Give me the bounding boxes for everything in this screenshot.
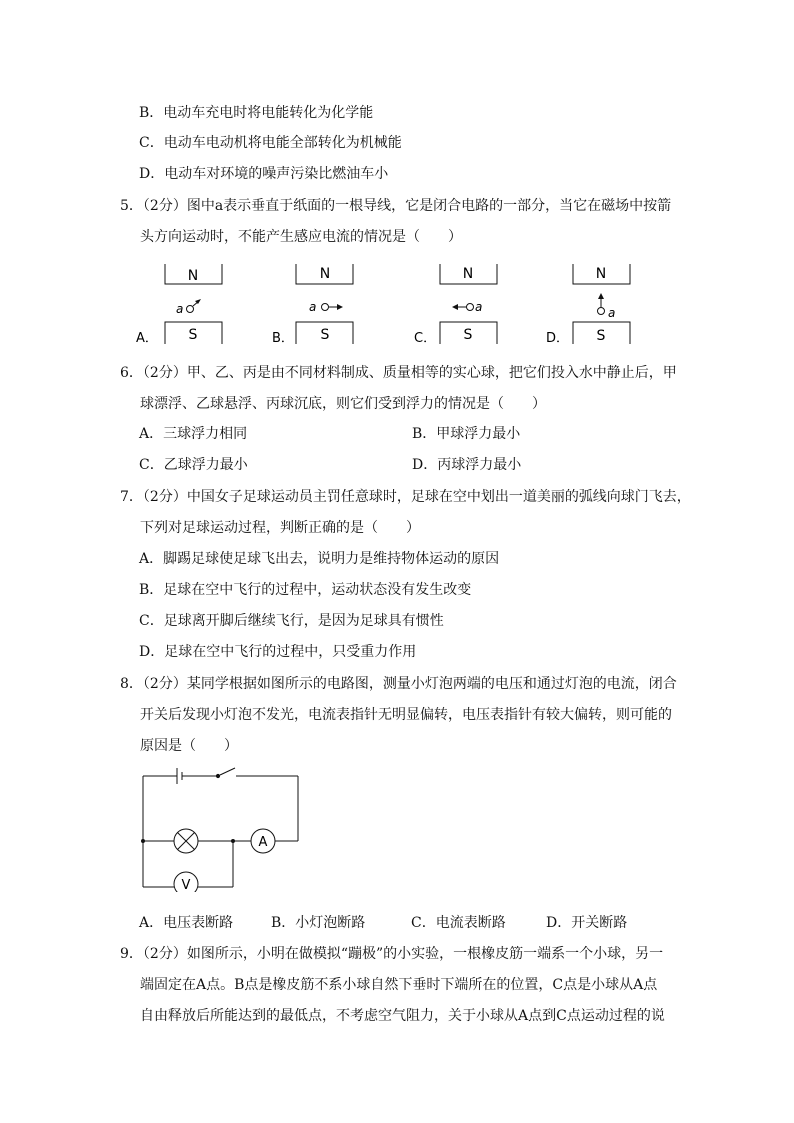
q8-option-d: D．开关断路 xyxy=(546,915,628,931)
q4-option-b: B．电动车充电时将电能转化为化学能 xyxy=(139,105,374,121)
q7-option-a: A．脚踢足球使足球飞出去，说明力是维持物体运动的原因 xyxy=(139,551,500,567)
arrow-up-icon xyxy=(598,293,604,299)
wire-label: a xyxy=(309,300,317,314)
q8-option-b: B．小灯泡断路 xyxy=(271,915,366,931)
q5-figure-d xyxy=(546,262,656,346)
q5-figure-c xyxy=(410,262,520,346)
q5-figure-b-label: B． xyxy=(272,331,294,346)
q5-figure-d-label: D． xyxy=(546,331,570,346)
magnet-south-pole: S xyxy=(320,327,330,343)
q5-stem-line1: 5．（2分）图中a表示垂直于纸面的一根导线，它是闭合电路的一部分，当它在磁场中按箭 xyxy=(120,198,672,214)
q5-figure-a xyxy=(130,262,240,346)
q5-stem-line2: 头方向运动时，不能产生感应电流的情况是（ ） xyxy=(140,229,462,245)
magnet-north-pole: N xyxy=(319,266,331,282)
q8-stem-line3: 原因是（ ） xyxy=(140,738,238,754)
q8-option-a: A．电压表断路 xyxy=(139,915,234,931)
voltmeter-label: V xyxy=(181,878,191,892)
wire-label: a xyxy=(475,300,483,314)
arrow-left-icon xyxy=(452,304,458,310)
q7-option-c: C．足球离开脚后继续飞行，是因为足球具有惯性 xyxy=(139,613,444,629)
q9-stem-line1: 9．（2分）如图所示，小明在做模拟“蹦极”的小实验，一根橡皮筋一端系一个小球，另一 xyxy=(120,946,664,962)
q8-circuit-diagram xyxy=(136,764,306,892)
q7-option-d: D．足球在空中飞行的过程中，只受重力作用 xyxy=(139,644,417,660)
q4-option-d: D．电动车对环境的噪声污染比燃油车小 xyxy=(139,166,389,182)
q9-stem-line3: 自由释放后所能达到的最低点，不考虑空气阻力，关于小球从A点到C点运动过程的说 xyxy=(140,1008,665,1024)
switch-lever xyxy=(220,768,235,775)
wire-circle-icon xyxy=(467,304,474,311)
wire-circle-icon xyxy=(187,306,194,313)
q7-stem-line2: 下列对足球运动过程，判断正确的是（ ） xyxy=(140,520,420,536)
q6-option-b: B．甲球浮力最小 xyxy=(412,426,521,442)
magnet-north-pole: N xyxy=(595,266,607,282)
q7-stem-line1: 7．（2分）中国女子足球运动员主罚任意球时，足球在空中划出一道美丽的弧线向球门飞去， xyxy=(120,489,691,505)
magnet-north-pole: N xyxy=(462,266,474,282)
wire-circle-icon xyxy=(598,308,605,315)
q8-stem-line2: 开关后发现小灯泡不发光，电流表指针无明显偏转，电压表指针有较大偏转，则可能的 xyxy=(140,707,672,723)
arrow-right-icon xyxy=(337,304,343,310)
ammeter-label: A xyxy=(258,835,268,850)
wire-circle-icon xyxy=(322,304,329,311)
magnet-south-pole: S xyxy=(188,327,198,343)
magnet-south-pole: S xyxy=(463,327,473,343)
q4-option-c: C．电动车电动机将电能全部转化为机械能 xyxy=(139,135,402,151)
q5-figure-c-label: C． xyxy=(414,331,437,346)
q6-option-d: D．丙球浮力最小 xyxy=(412,457,522,473)
q5-figure-a-label: A． xyxy=(136,331,158,346)
q6-stem-line1: 6．（2分）甲、乙、丙是由不同材料制成、质量相等的实心球，把它们投入水中静止后，甲 xyxy=(120,365,677,381)
q9-stem-line2: 端固定在A点。B点是橡皮筋不系小球自然下垂时下端所在的位置，C点是小球从A点 xyxy=(140,977,658,993)
q5-figure-b xyxy=(268,262,378,346)
wire-label: a xyxy=(608,306,616,320)
magnet-south-pole: S xyxy=(596,328,606,344)
q6-option-c: C．乙球浮力最小 xyxy=(139,457,248,473)
q8-option-c: C．电流表断路 xyxy=(411,915,506,931)
q6-option-a: A．三球浮力相同 xyxy=(139,426,248,442)
q6-stem-line2: 球漂浮、乙球悬浮、丙球沉底，则它们受到浮力的情况是（ ） xyxy=(140,396,546,412)
q8-stem-line1: 8．（2分）某同学根据如图所示的电路图，测量小灯泡两端的电压和通过灯泡的电流，闭合 xyxy=(120,676,677,692)
magnet-north-pole: N xyxy=(187,268,199,284)
q7-option-b: B．足球在空中飞行的过程中，运动状态没有发生改变 xyxy=(139,582,472,598)
wire-label: a xyxy=(176,302,184,316)
